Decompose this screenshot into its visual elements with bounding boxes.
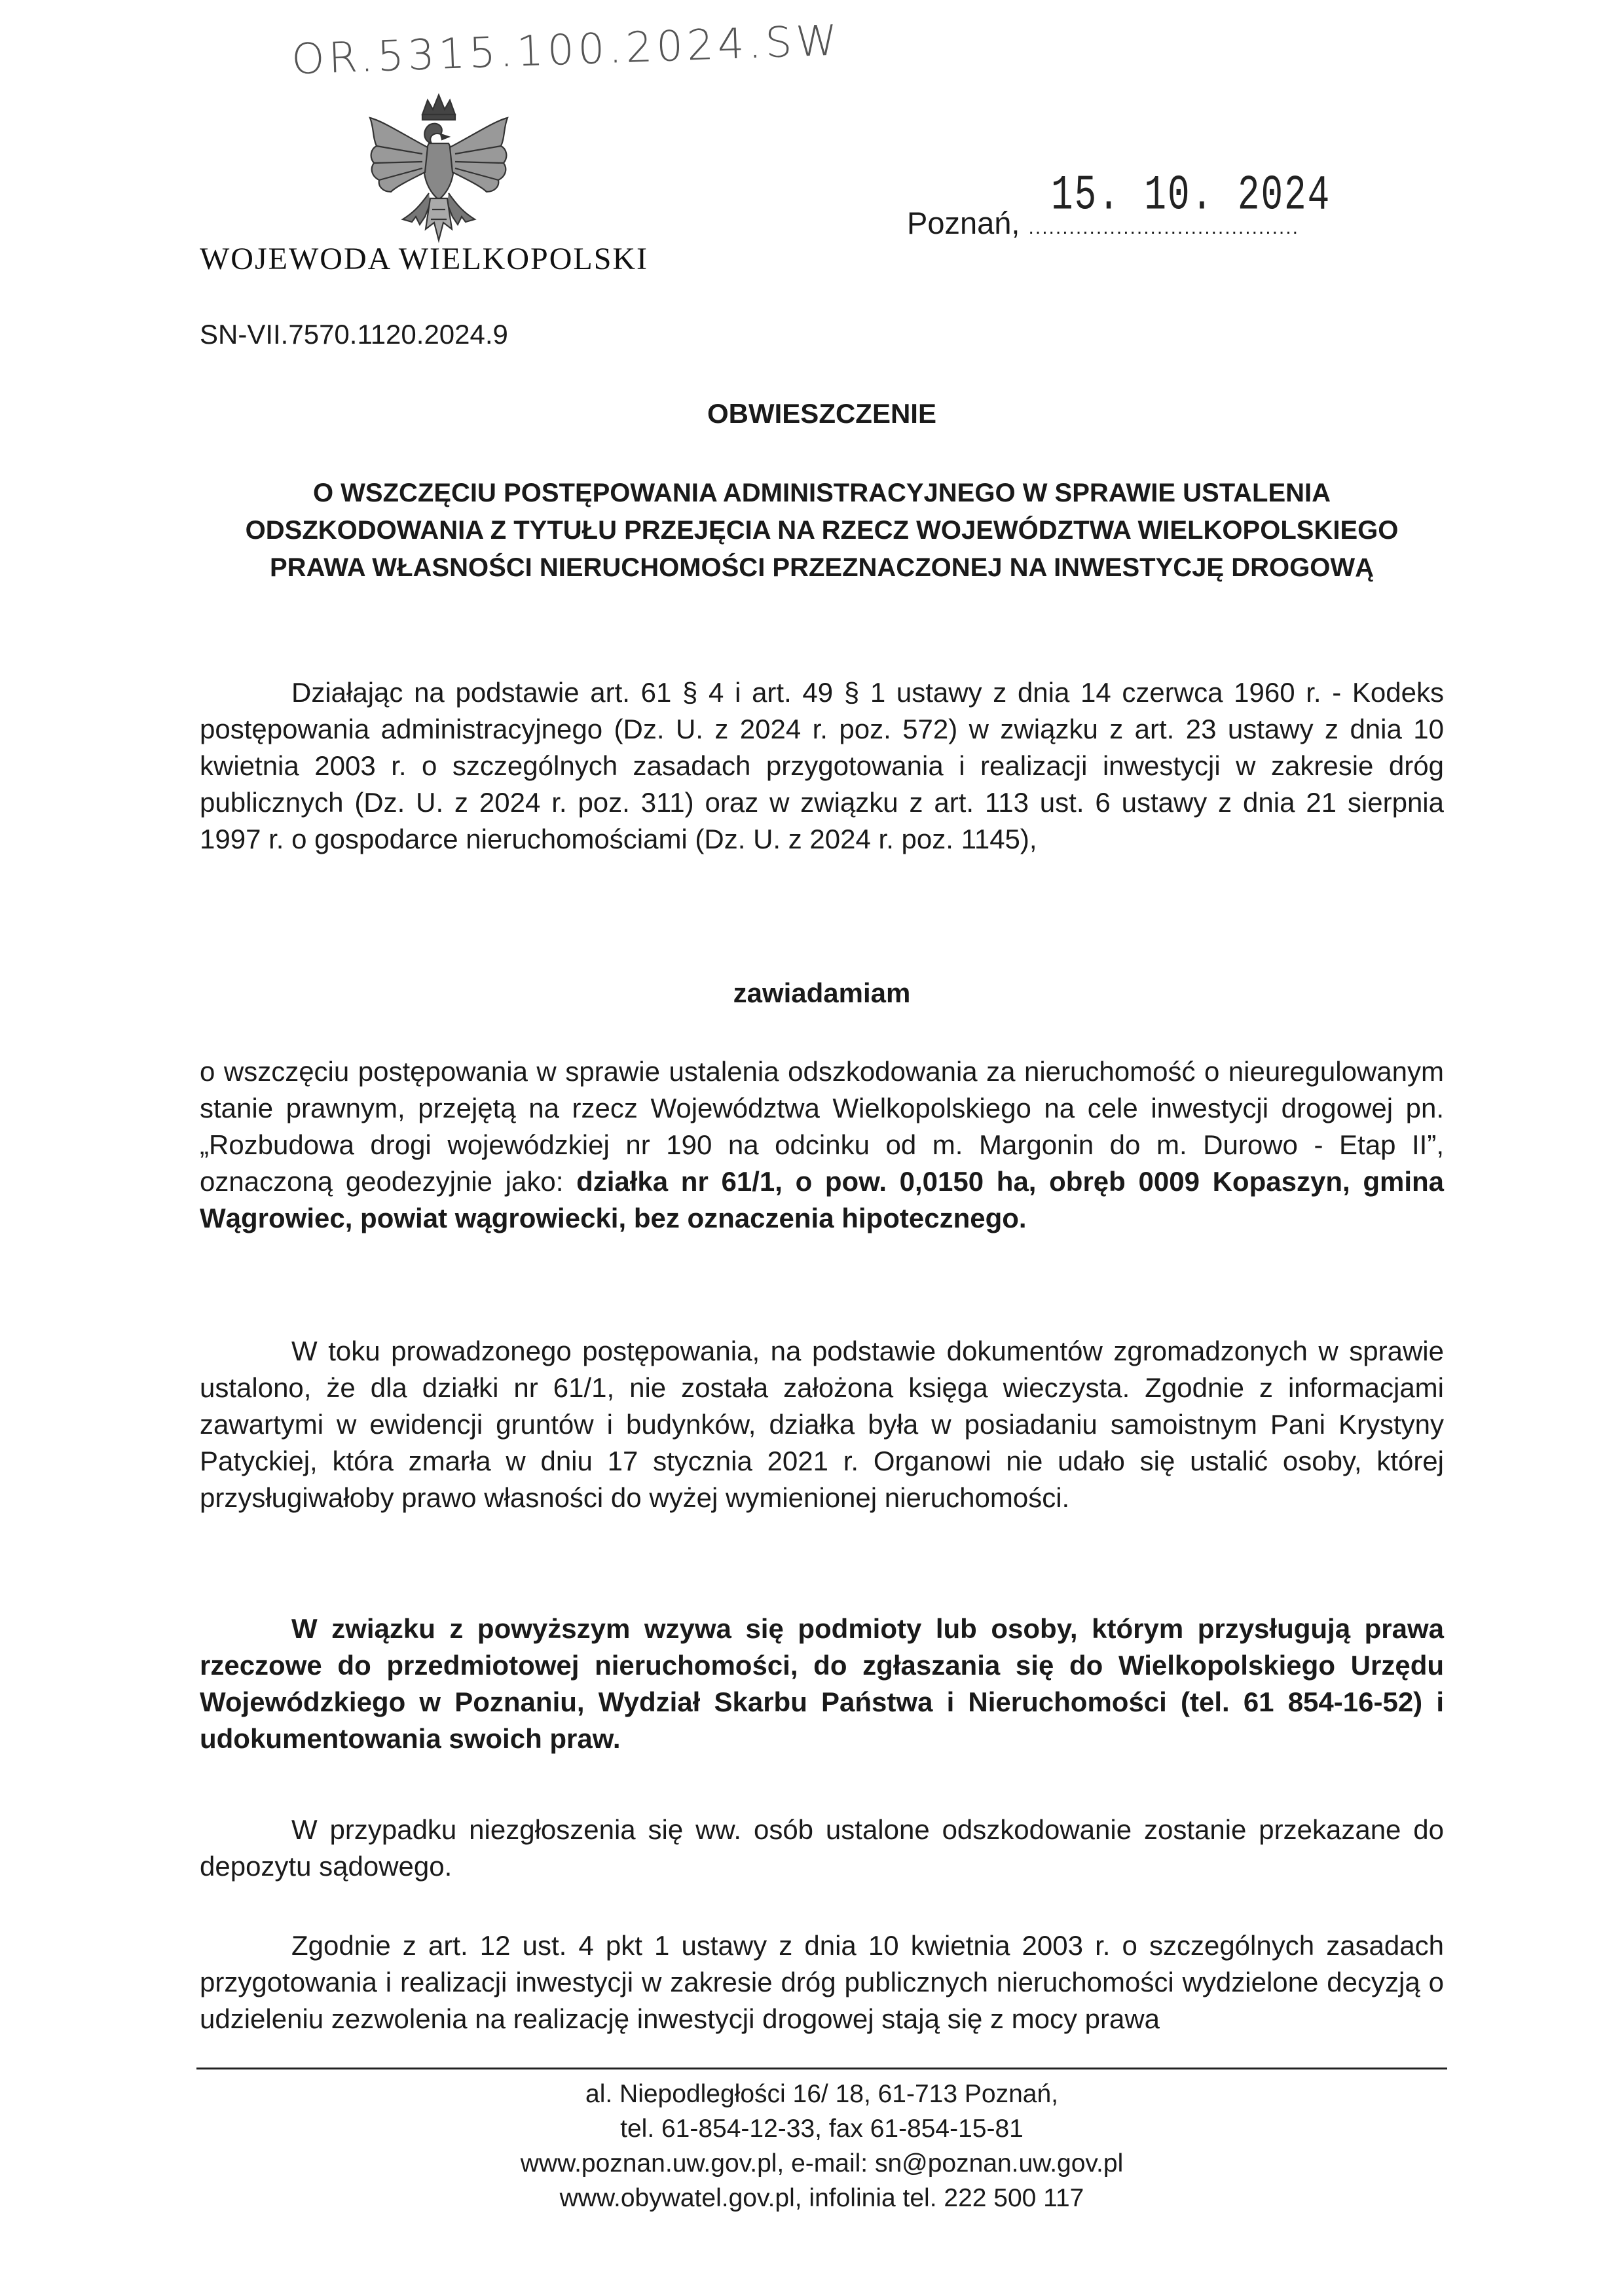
- property-paragraph: [200, 1053, 1444, 1237]
- date-stamp: 15. 10. 2024: [1051, 167, 1331, 224]
- date-dots: ........................................: [1028, 217, 1299, 238]
- deposit-paragraph: W przypadku niezgłoszenia się ww. osób ustalone odszkodowanie zostanie przekazane do depozytu sądowego.: [200, 1814, 1444, 1882]
- handwritten-reference: OR.5315.100.2024.SW: [290, 16, 842, 84]
- summons-paragraph: W związku z powyższym wzywa się podmioty lub osoby, którym przysługują prawa rzeczowe do przedmiotowej nieruchomości, do zgłaszania się do Wielkopolskiego Urzędu Wojewódzkiego w Poznaniu, Wydział Skarbu Państwa i Nieruchomości (tel. 61 854-16-52) i udokumentowania swoich praw.: [200, 1613, 1444, 1754]
- document-title: OBWIESZCZENIE: [707, 398, 936, 429]
- footer-contact: [200, 2077, 1444, 2215]
- footer-web-email: www.poznan.uw.gov.pl, e-mail: sn@poznan.uw.gov.pl: [520, 2149, 1124, 2178]
- subtitle-line: ODSZKODOWANIA Z TYTUŁU PRZEJĘCIA NA RZECZ WOJEWÓDZTWA WIELKOPOLSKIEGO: [245, 516, 1399, 545]
- footer-divider: [196, 2068, 1447, 2069]
- polish-eagle-emblem-icon: [357, 88, 521, 249]
- property-description: o wszczęciu postępowania w sprawie ustalenia odszkodowania za nieruchomość o nieuregulowanym stanie prawnym, przejętą na rzecz Województwa Wielkopolskiego na cele inwestycji drogowej pn. „Rozbudowa drogi wojewódzkiej nr 190 na odcinku od m. Margonin do m. Durowo - Etap II”, oznaczoną geodezyjnie jako:: [200, 1056, 1444, 1197]
- place-name: Poznań,: [907, 206, 1020, 240]
- subtitle-line: O WSZCZĘCIU POSTĘPOWANIA ADMINISTRACYJNEGO W SPRAWIE USTALENIA: [312, 479, 1331, 507]
- case-signature: SN-VII.7570.1120.2024.9: [200, 319, 508, 350]
- notify-heading: zawiadamiam: [733, 977, 911, 1008]
- findings-paragraph: W toku prowadzonego postępowania, na podstawie dokumentów zgromadzonych w sprawie ustalono, że dla działki nr 61/1, nie została założona księga wieczysta. Zgodnie z informacjami zawartymi w ewidencji gruntów i budynków, działka była w posiadaniu samoistnym Pani Krystyny Patyckiej, która zmarła w dniu 17 stycznia 2021 r. Organowi nie udało się ustalić osoby, której przysługiwałoby prawo własności do wyżej wymienionej nieruchomości.: [200, 1336, 1444, 1513]
- document-subtitle: [200, 475, 1444, 587]
- legal-effect-paragraph: Zgodnie z art. 12 ust. 4 pkt 1 ustawy z dnia 10 kwietnia 2003 r. o szczególnych zasadach przygotowania i realizacji inwestycji w zakresie dróg publicznych nieruchomości wydzielone decyzją o udzieleniu zezwolenia na realizację inwestycji drogowej stają się z mocy prawa: [200, 1930, 1444, 2034]
- footer-phone: tel. 61-854-12-33, fax 61-854-15-81: [620, 2115, 1024, 2143]
- parcel-designation: działka nr 61/1, o pow. 0,0150 ha, obręb 0009 Kopaszyn, gmina Wągrowiec, powiat wągrowiecki, bez oznaczenia hipotecznego.: [200, 1166, 1444, 1233]
- subtitle-line: PRAWA WŁASNOŚCI NIERUCHOMOŚCI PRZEZNACZONEJ NA INWESTYCJĘ DROGOWĄ: [270, 553, 1374, 582]
- footer-hotline: www.obywatel.gov.pl, infolinia tel. 222 500 117: [559, 2184, 1084, 2212]
- authority-name: WOJEWODA WIELKOPOLSKI: [200, 242, 649, 276]
- legal-basis-paragraph: Działając na podstawie art. 61 § 4 i art. 49 § 1 ustawy z dnia 14 czerwca 1960 r. - Kodeks postępowania administracyjnego (Dz. U. z 2024 r. poz. 572) w związku z art. 23 ustawy z dnia 10 kwietnia 2003 r. o szczególnych zasadach przygotowania i realizacji inwestycji w zakresie dróg publicznych (Dz. U. z 2024 r. poz. 311) oraz w związku z art. 113 ust. 6 ustawy z dnia 21 sierpnia 1997 r. o gospodarce nieruchomościami (Dz. U. z 2024 r. poz. 1145),: [200, 677, 1444, 854]
- footer-address: al. Niepodległości 16/ 18, 61-713 Poznań,: [585, 2080, 1058, 2108]
- place-date-line: [907, 205, 1299, 241]
